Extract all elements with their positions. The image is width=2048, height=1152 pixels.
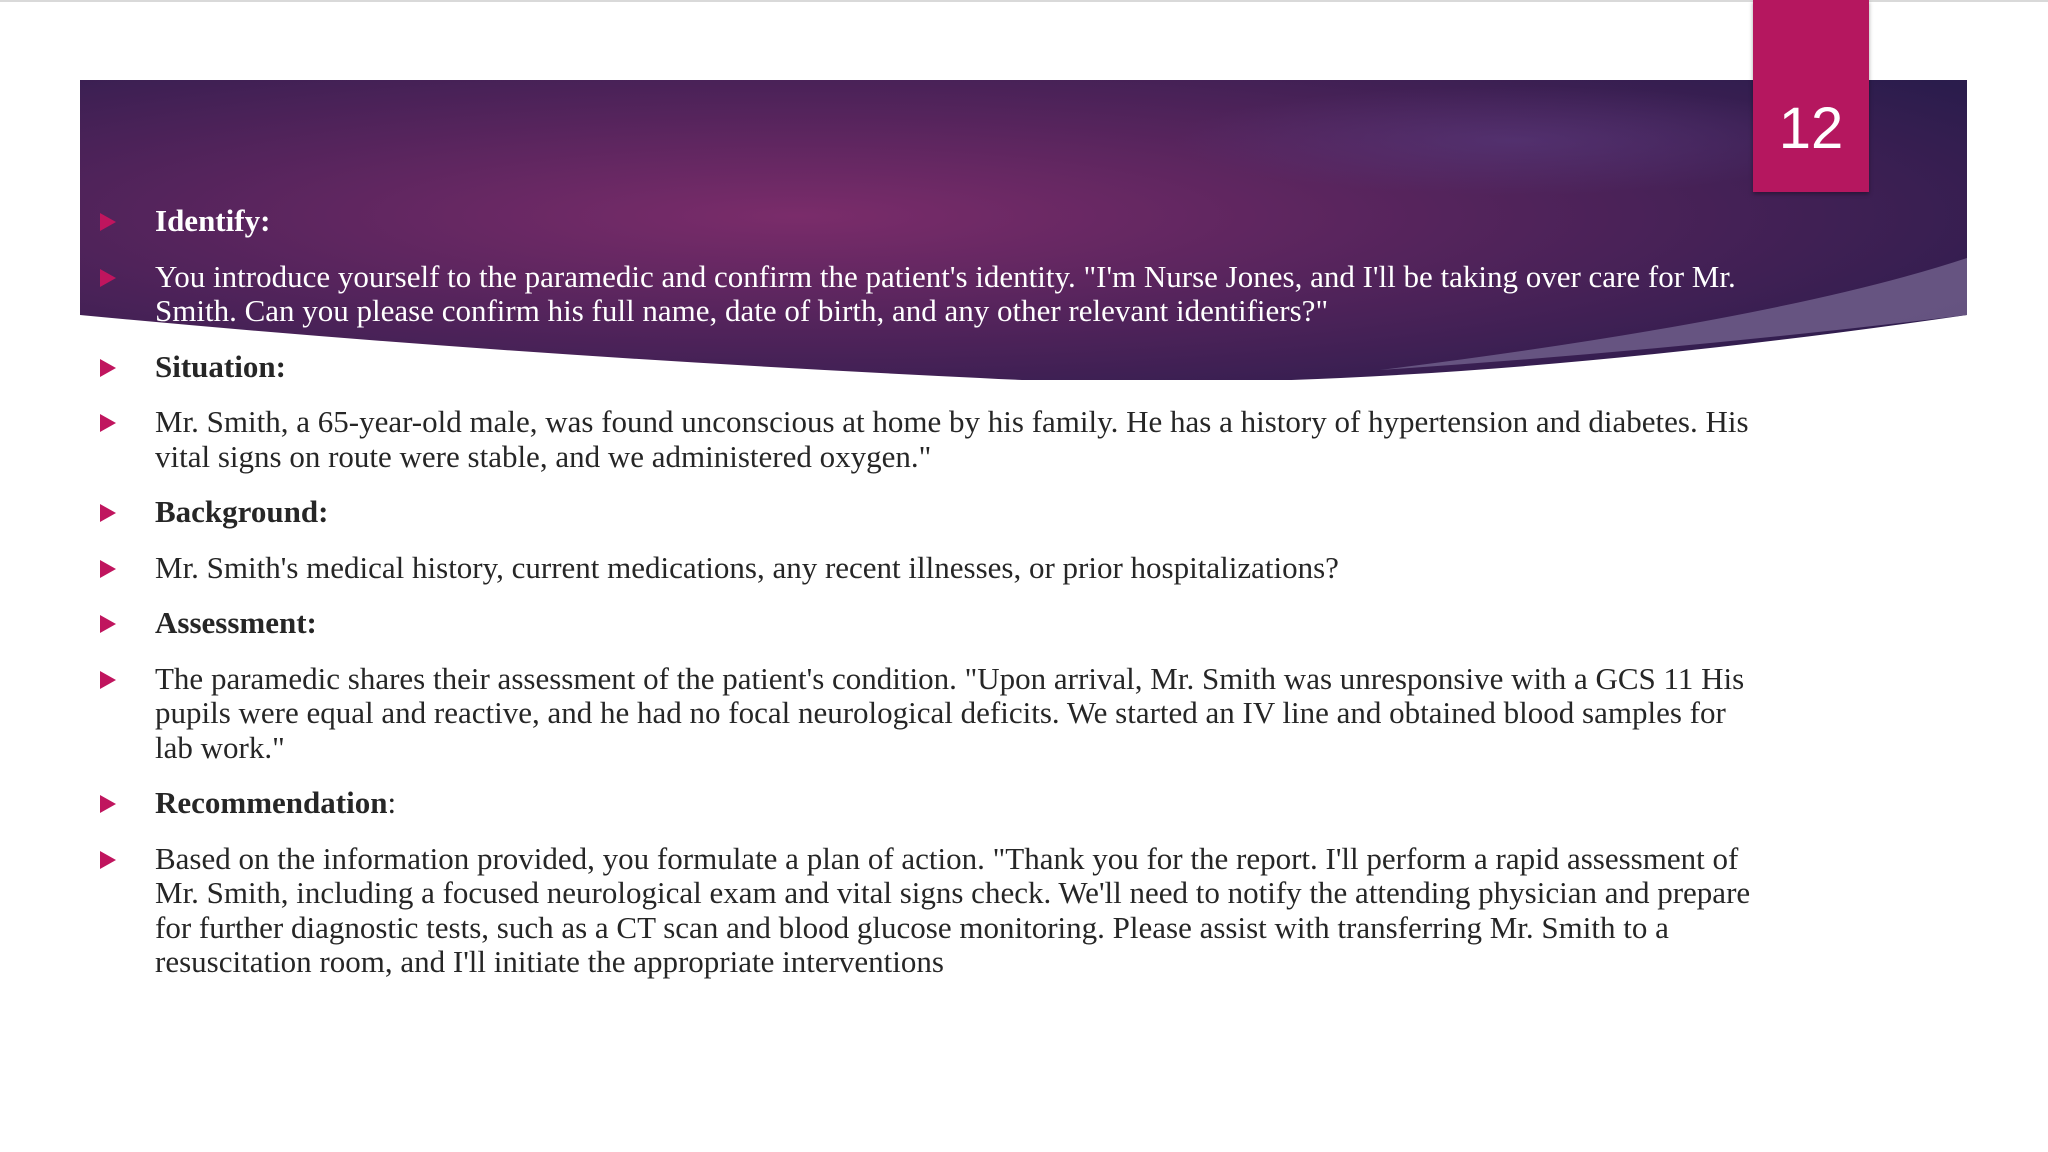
bullet-background-heading xyxy=(98,495,1758,530)
bullet-text: You introduce yourself to the paramedic and confirm the patient's identity. "I'm Nurse Jones, and I'll be taking over care for Mr. Smith. Can you please confirm his full name, date of birth, and any other relevant identifiers?" xyxy=(155,258,1736,328)
bullet-text: Background: xyxy=(155,494,329,529)
triangle-right-icon xyxy=(100,795,116,813)
bullet-identify-text xyxy=(98,260,1758,329)
bullet-situation-heading xyxy=(98,350,1758,385)
top-rule xyxy=(0,0,2048,2)
slide-number: 12 xyxy=(1778,96,1844,161)
bullet-text: Mr. Smith, a 65-year-old male, was found unconscious at home by his family. He has a history of hypertension and diabetes. His vital signs on route were stable, and we administered oxygen." xyxy=(155,404,1749,474)
bullet-text: Assessment: xyxy=(155,605,317,640)
bullet-text: Situation: xyxy=(155,348,286,384)
triangle-right-icon xyxy=(100,504,116,522)
triangle-right-icon xyxy=(100,615,116,633)
slide-number-badge xyxy=(1753,0,1869,192)
bullet-background-text xyxy=(98,551,1758,586)
triangle-right-icon xyxy=(100,269,116,287)
triangle-right-icon xyxy=(100,671,116,689)
triangle-right-icon xyxy=(100,851,116,869)
bullet-text: Identify: xyxy=(155,203,271,238)
bullet-identify-heading xyxy=(98,204,1758,239)
bullet-assessment-heading xyxy=(98,606,1758,641)
bullet-text: Based on the information provided, you formulate a plan of action. "Thank you for the report. I'll perform a rapid assessment of Mr. Smith, including a focused neurological exam and vital signs check. We'll need to notify the attending physician and prepare for further diagnostic tests, such as a CT scan and blood glucose monitoring. Please assist with transferring Mr. Smith to a resuscitation room, and I'll initiate the appropriate interventions xyxy=(155,840,1751,979)
bullet-assessment-text xyxy=(98,662,1758,766)
slide-content xyxy=(98,204,1758,1001)
heading-colon: : xyxy=(387,785,397,820)
bullet-situation-text xyxy=(98,405,1758,474)
triangle-right-icon xyxy=(100,560,116,578)
bullet-recommendation-heading xyxy=(98,786,1758,821)
bullet-text: The paramedic shares their assessment of the patient's condition. "Upon arrival, Mr. Smith was unresponsive with a GCS 11 His pupils were equal and reactive, and he had no focal neurological deficits. We started an IV line and obtained blood samples for lab work." xyxy=(155,660,1745,765)
triangle-right-icon xyxy=(100,213,116,231)
triangle-right-icon xyxy=(100,414,116,432)
triangle-right-icon xyxy=(100,359,116,377)
bullet-recommendation-text xyxy=(98,842,1758,980)
bullet-text: Mr. Smith's medical history, current medications, any recent illnesses, or prior hospitalizations? xyxy=(155,549,1339,585)
bullet-text: Recommendation xyxy=(155,785,388,820)
